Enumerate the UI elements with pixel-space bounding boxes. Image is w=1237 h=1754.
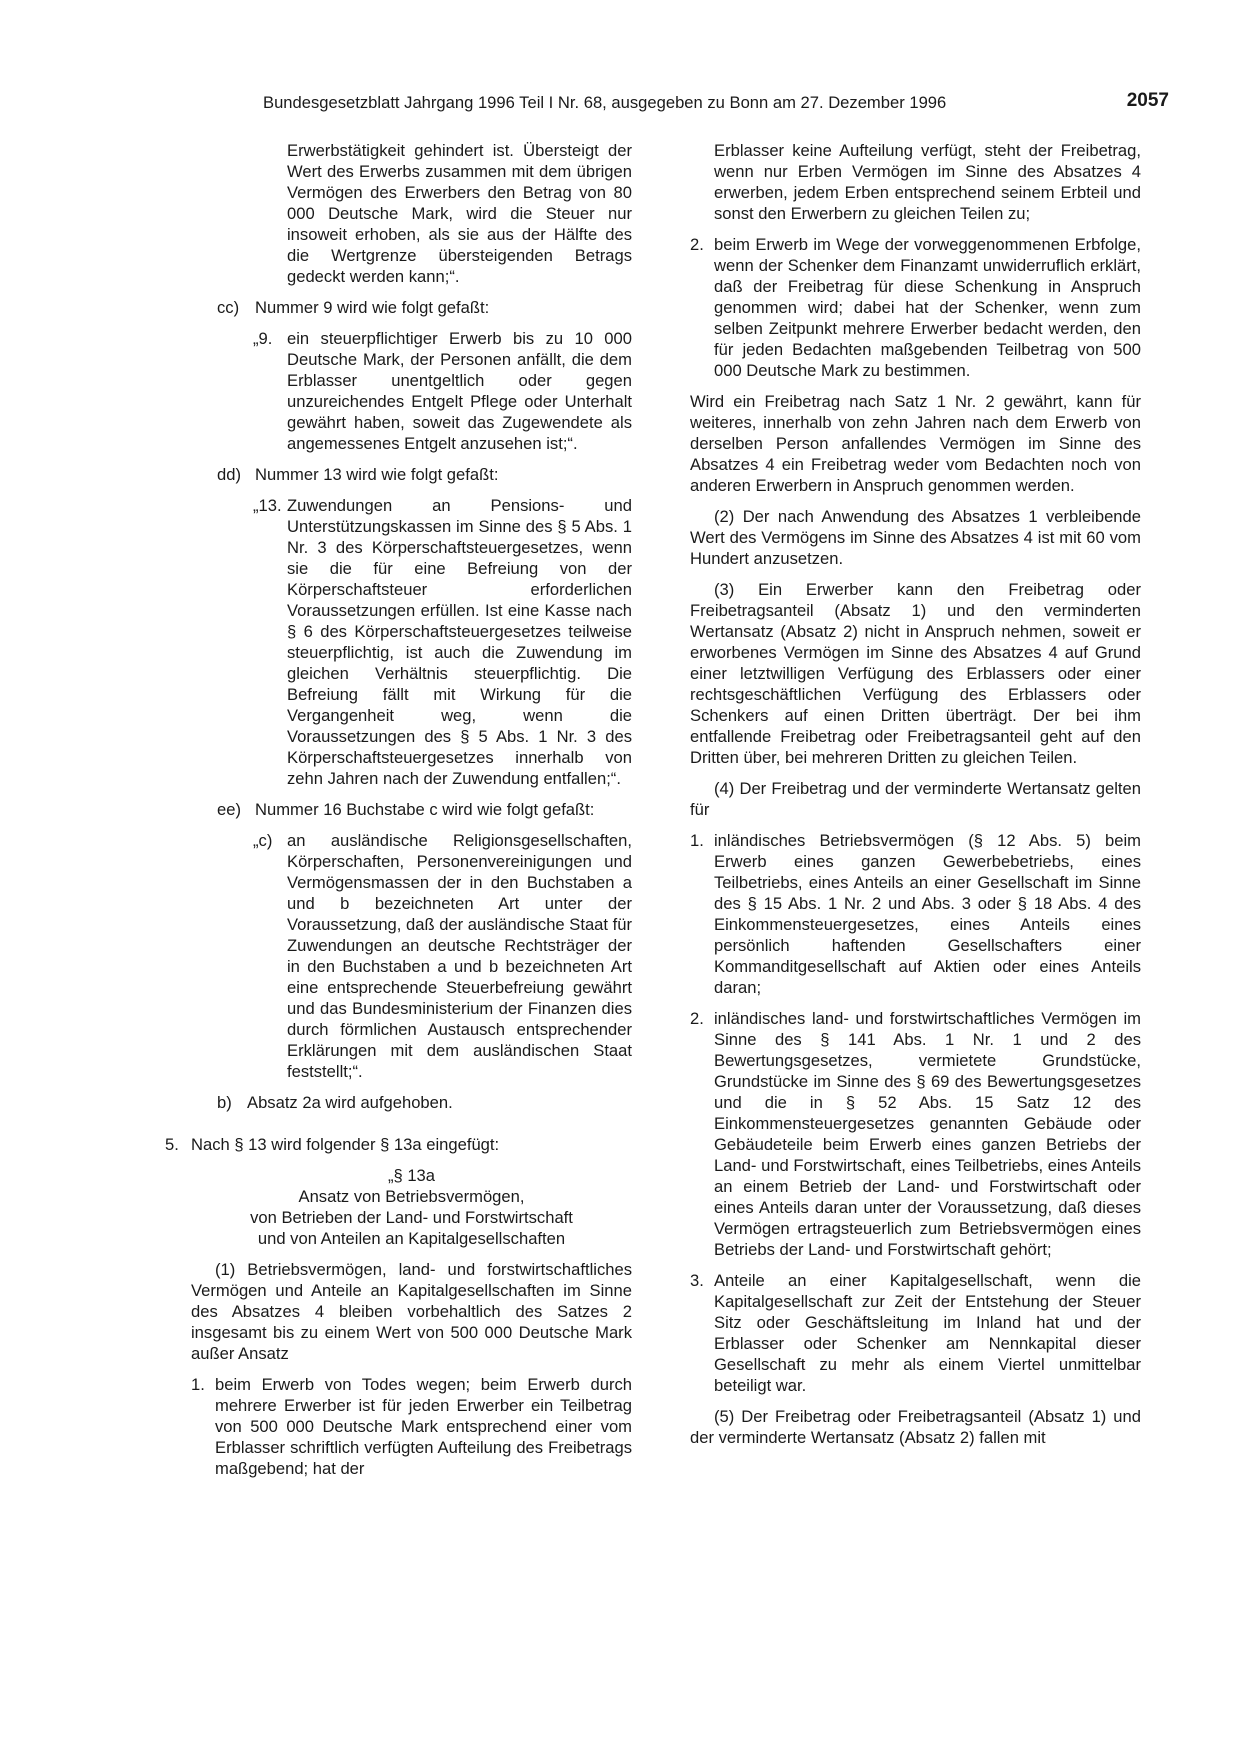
item-label: „9. [253, 329, 273, 348]
paragraph: (2) Der nach Anwendung des Absatzes 1 verbleibende Wert des Vermögens im Sinne des Absatzes 4 ist mit 60 vom Hundert anzusetzen. [690, 507, 1141, 568]
paragraph: (4) Der Freibetrag und der verminderte Wertansatz gelten für [690, 779, 1141, 819]
item-text: beim Erwerb von Todes wegen; beim Erwerb durch mehrere Erwerber ist für jeden Erwerber ein Teilbetrag von 500 000 Deutsche Mark entsprechend einer vom Erblasser schriftlich verfügten Aufteilung des Freibetrags maßgebend; hat der [215, 1375, 632, 1478]
item-label: 5. [165, 1135, 179, 1154]
list-item [165, 1134, 632, 1155]
page-header [263, 90, 1169, 116]
paragraph: Erwerbstätigkeit gehindert ist. Übersteigt der Wert des Erwerbs zusammen mit dem übrigen Vermögen des Erwerbers den Betrag von 80 000 Deutsche Mark, wird die Steuer nur insoweit erhoben, als sie aus der Hälfte des die Wertgrenze übersteigenden Betrags gedeckt werden kann;“. [287, 141, 632, 286]
right-column [690, 140, 1141, 1448]
item-text: Nummer 9 wird wie folgt gefaßt: [255, 298, 490, 317]
list-item [217, 297, 632, 318]
item-label: ee) [217, 800, 241, 819]
item-text: Nummer 16 Buchstabe c wird wie folgt gefaßt: [255, 800, 595, 819]
list-item [690, 1008, 1141, 1260]
item-text: inländisches land- und forstwirtschaftliches Vermögen im Sinne des § 141 Abs. 1 Nr. 1 und 2 des Bewertungsgesetzes, vermietete Grundstücke, Grundstücke im Sinne des § 69 des Bewertungsgesetzes und die in § 52 Abs. 15 Satz 12 des Einkommensteuergesetzes genannten Gebäude oder Gebäudeteile beim Erwerb eines ganzen Betriebs der Land- und Forstwirtschaft, eines Teilbetriebs, eines Anteils an einem Betrieb der Land- und Forstwirtschaft oder eines Anteils daran unter der Voraussetzung, daß dieses Vermögen ertragsteuerlich zum Betriebsvermögen eines Betriebs der Land- und Forstwirtschaft gehört; [714, 1009, 1141, 1259]
item-text: an ausländische Religionsgesellschaften, Körperschaften, Personenvereinigungen und Vermögensmassen der in den Buchstaben a und b bezeichneten Art unter der Voraussetzung, daß der ausländische Staat für Zuwendungen an deutsche Rechtsträger der in den Buchstaben a und b bezeichneten Art eine entsprechende Steuerbefreiung gewährt und das Bundesministerium der Finanzen dies durch förmlichen Austausch entsprechender Erklärungen mit dem ausländischen Staat feststellt;“. [287, 831, 632, 1081]
item-label: 2. [690, 1009, 704, 1028]
paragraph: (3) Ein Erwerber kann den Freibetrag oder Freibetragsanteil (Absatz 1) und den verminderten Wertansatz (Absatz 2) nicht in Anspruch nehmen, soweit er erworbenes Vermögen im Sinne des Absatzes 4 auf Grund einer letztwilligen Verfügung des Erblassers oder einer rechtsgeschäftlichen Verfügung des Erblassers oder Schenkers auf einen Dritten überträgt. Der bei ihm entfallende Freibetrag oder Freibetragsanteil geht auf den Dritten über, bei mehreren Dritten zu gleichen Teilen. [690, 580, 1141, 767]
section-heading: von Betrieben der Land- und Forstwirtschaft [250, 1208, 573, 1227]
list-item [690, 830, 1141, 998]
left-column [165, 140, 632, 1479]
list-item [217, 799, 632, 820]
section-heading: und von Anteilen an Kapitalgesellschaften [257, 1229, 566, 1248]
paragraph: (1) Betriebsvermögen, land- und forstwirtschaftliches Vermögen und Anteile an Kapitalgesellschaften im Sinne des Absatzes 4 bleiben vorbehaltlich des Satzes 2 insgesamt bis zu einem Wert von 500 000 Deutsche Mark außer Ansatz [191, 1260, 632, 1363]
item-label: cc) [217, 298, 240, 317]
list-item [253, 328, 632, 454]
item-label: b) [217, 1093, 232, 1112]
item-label: „13. [253, 496, 282, 515]
item-label: 1. [690, 831, 704, 850]
paragraph: Wird ein Freibetrag nach Satz 1 Nr. 2 gewährt, kann für weiteres, innerhalb von zehn Jahren nach dem Erwerb von derselben Person anfallendes Vermögen im Sinne des Absatzes 4 ein Freibetrag weder vom Bedachten noch von anderen Erwerbern in Anspruch genommen werden. [690, 392, 1141, 495]
item-text: beim Erwerb im Wege der vorweggenommenen Erbfolge, wenn der Schenker dem Finanzamt unwiderruflich erklärt, daß der Freibetrag für diese Schenkung in Anspruch genommen wird; dabei hat der Schenker, wenn zum selben Zeitpunkt mehrere Erwerber bedacht werden, den für jeden Bedachten maßgebenden Teilbetrag von 500 000 Deutsche Mark zu bestimmen. [714, 235, 1141, 380]
section-heading: Ansatz von Betriebsvermögen, [298, 1187, 525, 1206]
paragraph: (5) Der Freibetrag oder Freibetragsanteil (Absatz 1) und der verminderte Wertansatz (Absatz 2) fallen mit [690, 1407, 1141, 1447]
item-text: Absatz 2a wird aufgehoben. [247, 1093, 453, 1112]
paragraph: Erblasser keine Aufteilung verfügt, steht der Freibetrag, wenn nur Erben Vermögen im Sinne des Absatzes 4 erwerben, jedem Erben entsprechend seinem Erbteil und sonst den Erwerbern zu gleichen Teilen zu; [714, 141, 1141, 223]
item-label: 2. [690, 235, 704, 254]
list-item [217, 1092, 632, 1113]
list-item [253, 830, 632, 1082]
header-text: Bundesgesetzblatt Jahrgang 1996 Teil I Nr. 68, ausgegeben zu Bonn am 27. Dezember 1996 [263, 93, 947, 112]
list-item [217, 464, 632, 485]
item-text: ein steuerpflichtiger Erwerb bis zu 10 000 Deutsche Mark, der Personen anfällt, die dem Erblasser unentgeltlich oder gegen unzureichendes Entgelt Pflege oder Unterhalt gewährt haben, soweit das Zugewendete als angemessenes Entgelt anzusehen ist;“. [287, 329, 632, 453]
item-label: 3. [690, 1271, 704, 1290]
list-item [191, 1374, 632, 1479]
item-label: 1. [191, 1375, 205, 1394]
list-item [690, 1270, 1141, 1396]
item-text: inländisches Betriebsvermögen (§ 12 Abs. 5) beim Erwerb eines ganzen Gewerbebetriebs, eines Teilbetriebs, eines Anteils an einer Gesellschaft im Sinne des § 15 Abs. 1 Nr. 2 und Abs. 3 oder § 18 Abs. 4 des Einkommensteuergesetzes, eines Anteils eines persönlich haftenden Gesellschafters einer Kommanditgesellschaft auf Aktien oder eines Anteils daran; [714, 831, 1141, 997]
item-label: dd) [217, 465, 241, 484]
page-number: 2057 [1126, 90, 1169, 111]
item-label: „c) [253, 831, 273, 850]
item-text: Nach § 13 wird folgender § 13a eingefügt: [191, 1135, 500, 1154]
section-title: „§ 13a [387, 1166, 436, 1185]
item-text: Anteile an einer Kapitalgesellschaft, wenn die Kapitalgesellschaft zur Zeit der Entstehung der Steuer Sitz oder Geschäftsleitung im Inland hat und der Erblasser oder Schenker am Nennkapital dieser Gesellschaft zu mehr als einem Viertel unmittelbar beteiligt war. [714, 1271, 1141, 1395]
item-text: Nummer 13 wird wie folgt gefaßt: [255, 465, 499, 484]
list-item [690, 234, 1141, 381]
item-text: Zuwendungen an Pensions- und Unterstützungskassen im Sinne des § 5 Abs. 1 Nr. 3 des Körperschaftsteuergesetzes, wenn sie die für eine Befreiung von der Körperschaftsteuer erforderlichen Voraussetzungen erfüllen. Ist eine Kasse nach § 6 des Körperschaftsteuergesetzes teilweise steuerpflichtig, ist auch die Zuwendung im gleichen Verhältnis steuerpflichtig. Die Befreiung fällt mit Wirkung für die Vergangenheit weg, wenn die Voraussetzungen des § 5 Abs. 1 Nr. 3 des Körperschaftsteuergesetzes innerhalb von zehn Jahren nach der Zuwendung entfallen;“. [287, 496, 632, 788]
list-item [253, 495, 632, 789]
